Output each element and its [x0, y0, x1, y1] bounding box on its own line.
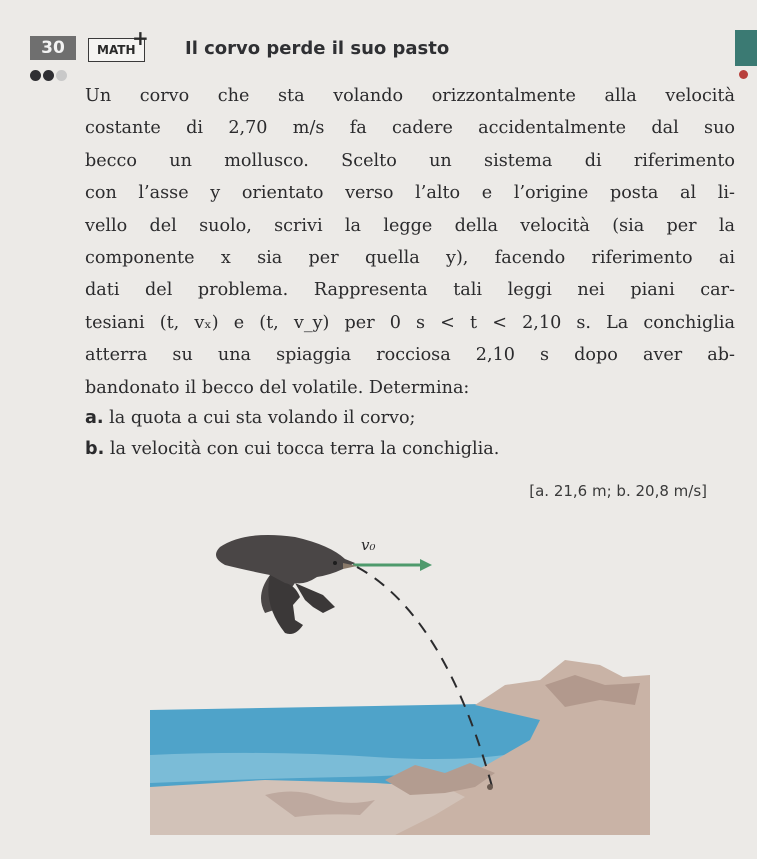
difficulty-dot-empty: [56, 70, 67, 81]
answer-key: [a. 21,6 m; b. 20,8 m/s]: [529, 482, 707, 500]
problem-statement: [85, 80, 735, 404]
math-plus-icon: +: [132, 26, 149, 50]
statement-line: con l’asse y orientato verso l’alto e l’origine posta al li-: [85, 183, 735, 204]
statement-line: bandonato il becco del volatile. Determina:: [85, 377, 470, 398]
side-dot-marker: [739, 70, 748, 79]
math-tag: MATH: [88, 38, 145, 62]
statement-line: Un corvo che sta volando orizzontalmente alla velocità: [85, 86, 735, 106]
side-tab-marker: [735, 30, 757, 66]
statement-line: vello del suolo, scrivi la legge della velocità (sia per la: [85, 215, 735, 236]
question-items: [85, 403, 735, 465]
statement-line: tesiani (t, vₓ) e (t, v_y) per 0 s < t < 2,10 s. La conchiglia: [85, 312, 735, 333]
statement-line: becco un mollusco. Scelto un sistema di riferimento: [85, 150, 735, 171]
item-letter: a.: [85, 408, 104, 428]
statement-line: atterra su una spiaggia rocciosa 2,10 s dopo aver ab-: [85, 345, 735, 366]
exercise-number: 30: [30, 36, 76, 60]
statement-line: dati del problema. Rappresenta tali leggi nei piani car-: [85, 280, 735, 301]
difficulty-dot-filled: [30, 70, 41, 81]
question-item-b: [85, 434, 735, 465]
statement-line: costante di 2,70 m/s fa cadere accidentalmente dal suo: [85, 118, 735, 139]
difficulty-dots: [30, 66, 69, 85]
item-text: la quota a cui sta volando il corvo;: [109, 408, 416, 428]
difficulty-dot-filled: [43, 70, 54, 81]
question-item-a: [85, 403, 735, 434]
exercise-title: Il corvo perde il suo pasto: [185, 38, 450, 59]
item-letter: b.: [85, 439, 105, 459]
statement-line: componente x sia per quella y), facendo riferimento ai: [85, 248, 735, 269]
shell: [487, 784, 493, 790]
item-text: la velocità con cui tocca terra la conchiglia.: [109, 439, 500, 459]
velocity-label: v₀: [361, 536, 376, 554]
crow-drop-illustration: [145, 525, 655, 835]
